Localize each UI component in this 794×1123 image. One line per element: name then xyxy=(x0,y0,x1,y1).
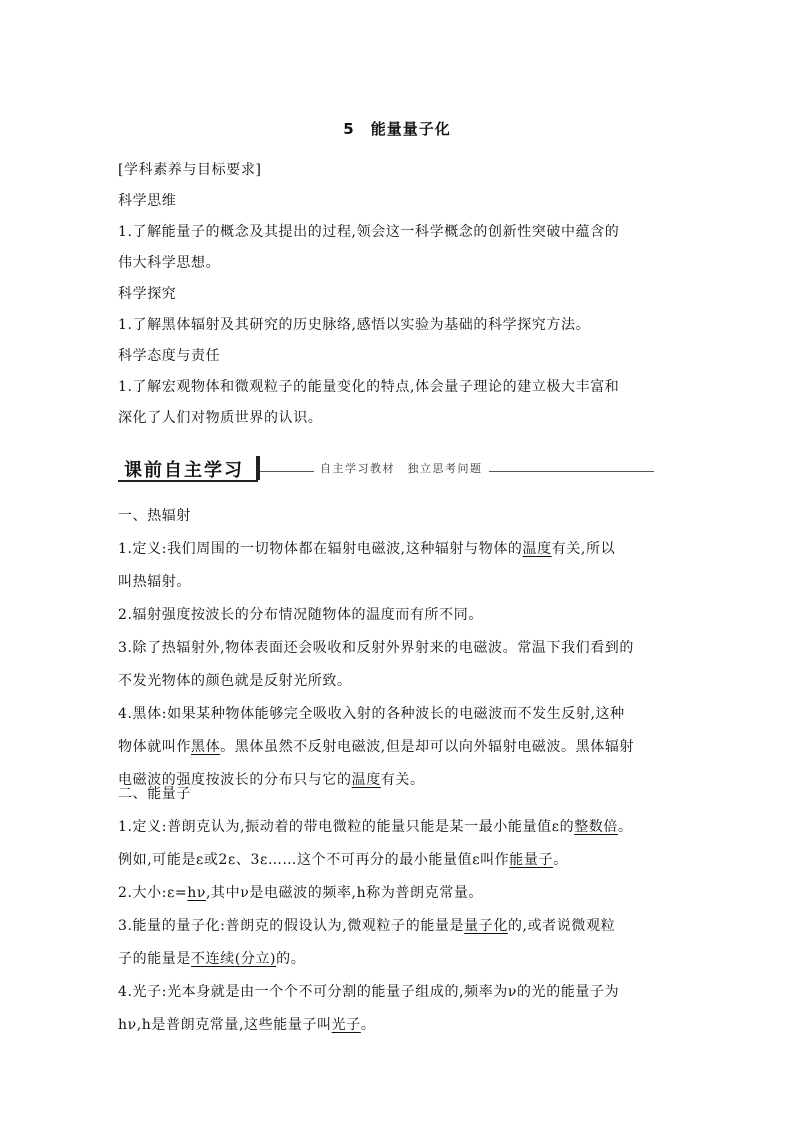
objective-thinking-line2: 伟大科学思想。 xyxy=(118,255,221,271)
section1-heading: 一、热辐射 xyxy=(118,508,191,524)
section2-p3-line2 xyxy=(118,949,688,970)
section2-p4-line1: 4.光子:光本身就是由一个个不可分割的能量子组成的,频率为ν的光的能量子为 xyxy=(118,984,620,1000)
underlined-answer: 能量子 xyxy=(509,852,554,868)
objective-heading-attitude: 科学态度与责任 xyxy=(118,348,221,364)
section2-p3-line1 xyxy=(118,916,688,937)
section-banner xyxy=(118,454,654,482)
underlined-answer: 整数倍 xyxy=(574,819,618,835)
banner-title: 课前自主学习 xyxy=(124,460,244,481)
section1-p3-line1: 3.除了热辐射外,物体表面还会吸收和反射外界射来的电磁波。常温下我们看到的 xyxy=(118,640,635,656)
section2-p4-line2 xyxy=(118,1015,688,1036)
banner-divider xyxy=(256,456,260,480)
underlined-answer: 黑体 xyxy=(191,739,221,755)
text-run: 的,或者说微观粒 xyxy=(507,918,616,934)
section1-p4-line1: 4.黑体:如果某种物体能够完全吸收入射的各种波长的电磁波而不发生反射,这种 xyxy=(118,706,625,722)
text-run: 有关。 xyxy=(380,772,425,788)
underlined-answer: 量子化 xyxy=(464,918,508,934)
banner-subtitle: 自主学习教材 独立思考问题 xyxy=(314,460,489,476)
text-run: 例如,可能是ε或2ε、3ε……这个不可再分的最小能量值ε叫作 xyxy=(118,852,510,868)
objective-thinking-line1: 1.了解能量子的概念及其提出的过程,领会这一科学概念的创新性突破中蕴含的 xyxy=(118,224,620,240)
section1-p2: 2.辐射强度按波长的分布情况随物体的温度而有所不同。 xyxy=(118,607,483,623)
section1-p4-line2 xyxy=(118,737,688,758)
section2-p1-line2 xyxy=(118,850,688,871)
underlined-answer: hν xyxy=(187,885,206,901)
objective-attitude-line1: 1.了解宏观物体和微观粒子的能量变化的特点,体会量子理论的建立极大丰富和 xyxy=(118,379,620,395)
page-title: 5 能量量子化 xyxy=(343,120,451,138)
text-run: 。 xyxy=(360,1017,376,1033)
text-run: 。黑体虽然不反射电磁波,但是却可以向外辐射电磁波。黑体辐射 xyxy=(220,739,635,755)
section2-heading: 二、能量子 xyxy=(118,786,191,802)
section2-p1-line1 xyxy=(118,817,688,838)
text-run: 有关,所以 xyxy=(551,541,616,557)
section1-p1-line1 xyxy=(118,539,688,560)
underlined-answer: 温度 xyxy=(351,772,381,788)
text-run: 物体就叫作 xyxy=(118,739,191,755)
objective-heading-thinking: 科学思维 xyxy=(118,193,177,209)
text-run: 1.定义:普朗克认为,振动着的带电微粒的能量只能是某一最小能量值ε的 xyxy=(118,819,575,835)
underlined-answer: 不连续(分立) xyxy=(191,951,277,967)
section1-p3-line2: 不发光物体的颜色就是反射光所致。 xyxy=(118,673,352,689)
section-thermal-radiation xyxy=(118,506,688,791)
text-run: ,其中ν是电磁波的频率,h称为普朗克常量。 xyxy=(206,885,484,901)
section2-p2 xyxy=(118,883,688,904)
objectives-section xyxy=(118,160,688,429)
underlined-answer: 光子 xyxy=(331,1017,361,1033)
text-run: 。 xyxy=(553,852,568,868)
section1-p1-line2: 叫热辐射。 xyxy=(118,574,191,590)
text-run: 。 xyxy=(618,819,633,835)
underlined-answer: 温度 xyxy=(522,541,552,557)
objective-inquiry-line1: 1.了解黑体辐射及其研究的历史脉络,感悟以实验为基础的科学探究方法。 xyxy=(118,317,591,333)
text-run: hν,h是普朗克常量,这些能量子叫 xyxy=(118,1017,332,1033)
text-run: 3.能量的量子化:普朗克的假设认为,微观粒子的能量是 xyxy=(118,918,465,934)
text-run: 子的能量是 xyxy=(118,951,191,967)
objective-heading-inquiry: 科学探究 xyxy=(118,286,177,302)
objectives-header: [学科素养与目标要求] xyxy=(118,162,262,178)
text-run: 2.大小:ε= xyxy=(118,885,188,901)
text-run: 电磁波的强度按波长的分布只与它的 xyxy=(118,772,352,788)
objective-attitude-line2: 深化了人们对物质世界的认识。 xyxy=(118,410,323,426)
text-run: 1.定义:我们周围的一切物体都在辐射电磁波,这种辐射与物体的 xyxy=(118,541,523,557)
text-run: 的。 xyxy=(276,951,306,967)
section-energy-quantum xyxy=(118,784,688,1036)
